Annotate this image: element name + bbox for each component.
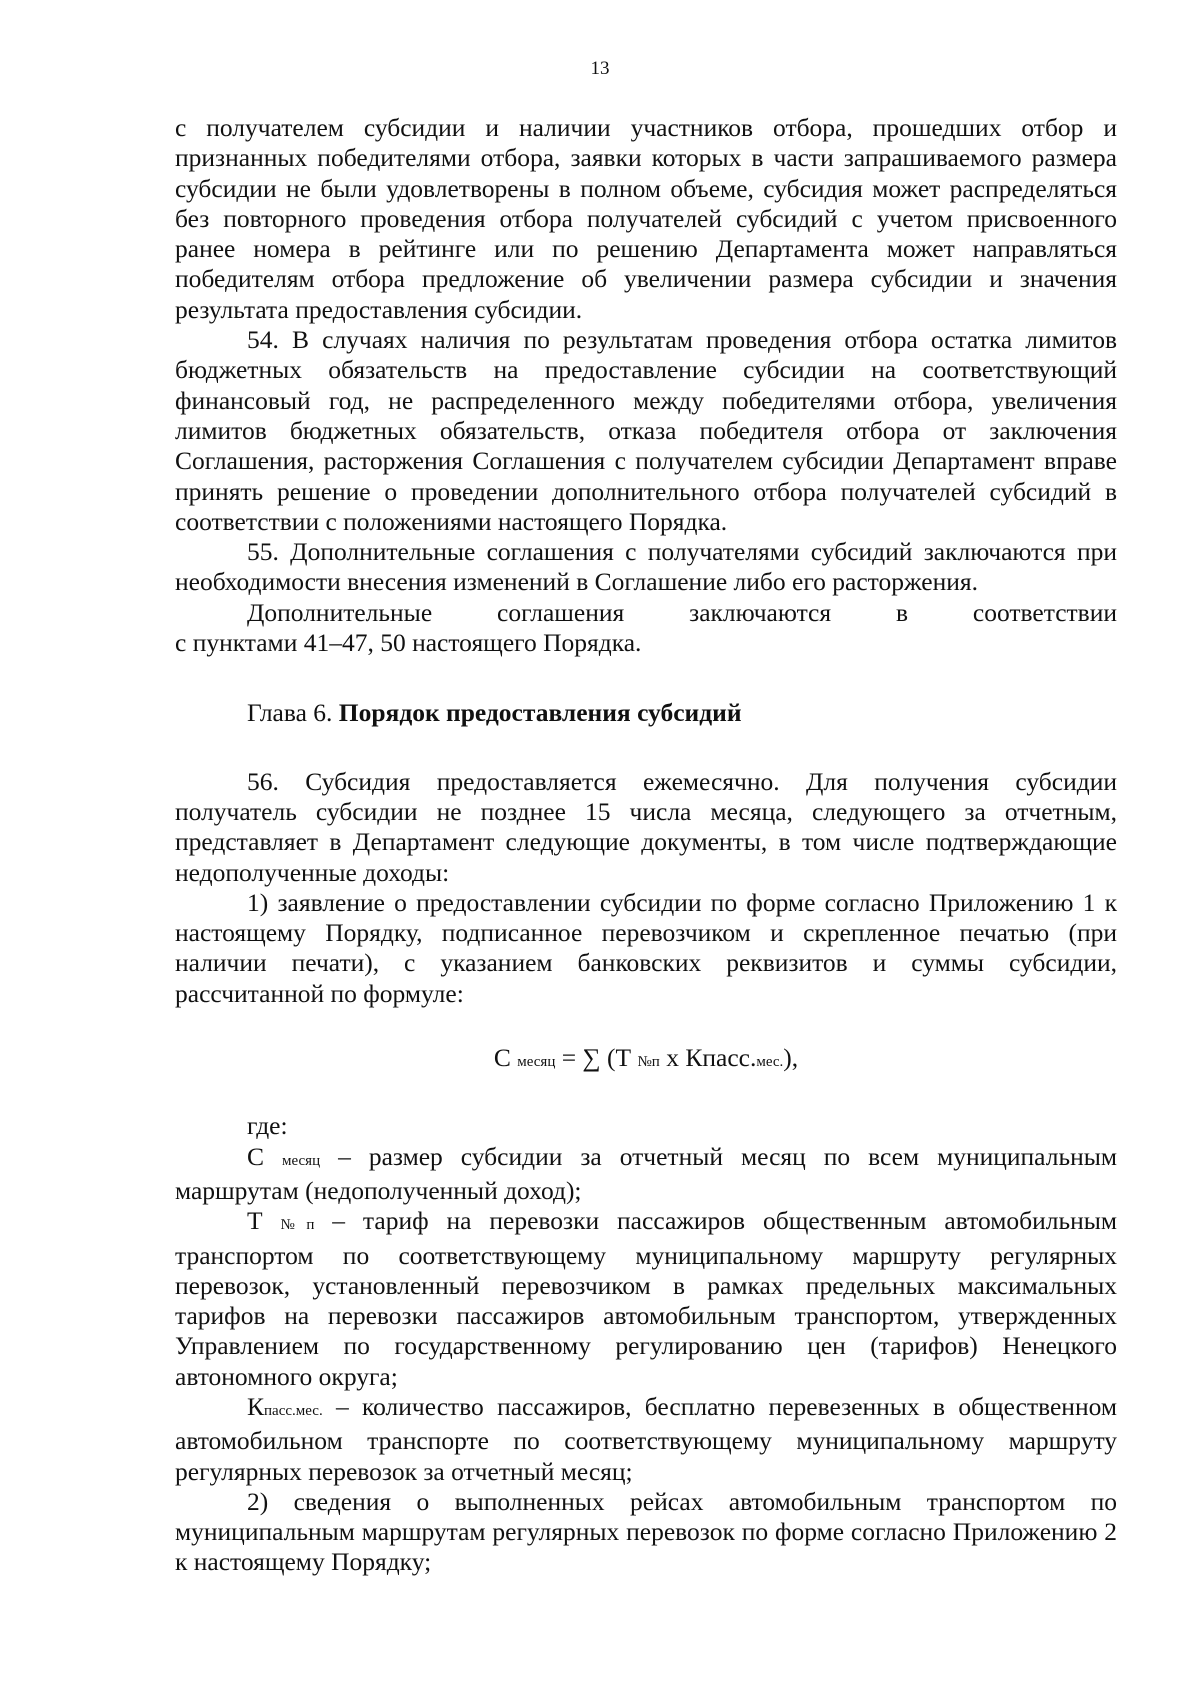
formula-eq-sum: = ∑ (Т [555, 1043, 638, 1073]
formula-c-sub: месяц [517, 1054, 556, 1071]
page-number: 13 [590, 58, 610, 79]
definition-k [175, 1392, 1117, 1487]
paragraph-56-item-2: 2) сведения о выполненных рейсах автомобильным транспортом по муниципальным маршрутам регулярных перевозок по форме согласно Приложению 2 к настоящему Порядку; [175, 1486, 1117, 1577]
definition-t [175, 1206, 1117, 1392]
paragraph-54: 54. В случаях наличия по результатам проведения отбора остатка лимитов бюджетных обязательств на предоставление субсидии на соответствующий финансовый год, не распределенного между победителями отбора, увеличения лимитов бюджетных обязательств, отказа победителя отбора от заключения Соглашения, расторжения Соглашения с получателем субсидии Департамент вправе принять решение о проведении дополнительного отбора получателей субсидий в соответствии с положениями настоящего Порядка. [175, 325, 1117, 536]
def-c-sub: месяц [282, 1152, 321, 1169]
paragraph-56: 56. Субсидия предоставляется ежемесячно. Для получения субсидии получатель субсидии не позднее 15 числа месяца, следующего за отчетным, представляет в Департамент следующие документы, в том числе подтверждающие недополученные доходы: [175, 766, 1117, 887]
chapter-heading [175, 698, 1117, 728]
def-t-sub: №п [280, 1217, 315, 1234]
formula-k-sub: мес. [756, 1054, 784, 1071]
paragraph-56-item-1: 1) заявление о предоставлении субсидии по форме согласно Приложению 1 к настоящему Порядку, подписанное перевозчиком и скрепленное печатью (при наличии печати), с указанием банковских реквизитов и суммы субсидии, рассчитанной по формуле: [175, 887, 1117, 1008]
paragraph-55b-line2: с пунктами 41–47, 50 настоящего Порядка. [175, 628, 642, 658]
formula-x-k: х Кпасс. [659, 1043, 757, 1073]
formula-c: С [493, 1043, 511, 1073]
def-t-text: – тариф на перевозки пассажиров общественным автомобильным транспортом по соответствующему муниципальному маршруту регулярных перевозок, установленный перевозчиком в рамках предельных максимальных тарифов на перевозки пассажиров автомобильным транспортом, утвержденных Управлением по государственному регулированию цен (тарифов) Ненецкого автономного округа; [175, 1206, 1117, 1391]
where-label: где: [247, 1111, 288, 1141]
def-c-text: – размер субсидии за отчетный месяц по всем муниципальным маршрутам (недополученный доход); [175, 1141, 1117, 1205]
definition-c [175, 1142, 1117, 1207]
paragraph-55: 55. Дополнительные соглашения с получателями субсидий заключаются при необходимости внесения изменений в Соглашение либо его расторжения. [175, 537, 1117, 597]
def-t-symbol: Т [247, 1206, 263, 1236]
subsidy-formula [175, 1043, 1117, 1077]
chapter-prefix: Глава 6. [247, 698, 339, 728]
formula-t-sub: №п [637, 1054, 660, 1071]
chapter-title: Порядок предоставления субсидий [338, 698, 742, 728]
def-k-text: – количество пассажиров, бесплатно перевезенных в общественном автомобильном транспорте по соответствующему муниципальному маршруту регулярных перевозок за отчетный месяц; [175, 1391, 1117, 1486]
def-k-symbol: К [247, 1391, 265, 1421]
document-body [175, 113, 1117, 1578]
paragraph-55b-line1: Дополнительные соглашения заключаются в соответствии [247, 597, 1117, 627]
paragraph-continuation: с получателем субсидии и наличии участников отбора, прошедших отбор и признанных победителями отбора, заявки которых в части запрашиваемого размера субсидии не были удовлетворены в полном объеме, субсидия может распределяться без повторного проведения отбора получателей субсидий с учетом присвоенного ранее номера в рейтинге или по решению Департамента может направляться победителям отбора предложение об увеличении размера субсидии и значения результата предоставления субсидии. [175, 113, 1117, 324]
def-c-symbol: С [247, 1141, 265, 1171]
formula-close: ), [783, 1043, 799, 1073]
def-k-sub: пасс.мес. [264, 1402, 323, 1419]
